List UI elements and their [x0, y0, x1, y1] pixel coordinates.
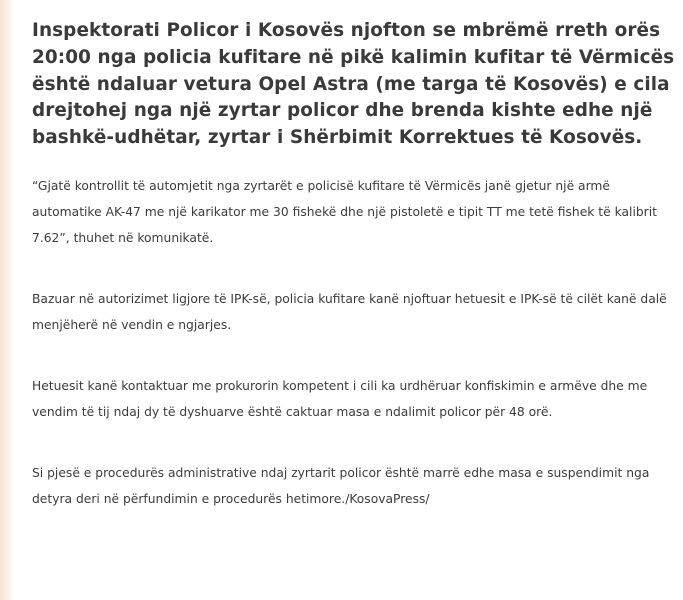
article-paragraph-ipk: Bazuar në autorizimet ligjore të IPK-së, policia kufitare kanë njoftuar hetuesit e IPK-së të cilët kanë dalë menjëherë në vendin e ngjarjes. [32, 291, 667, 332]
left-edge-decoration [0, 0, 14, 600]
article-paragraph-prosecutor: Hetuesit kanë kontaktuar me prokurorin kompetent i cili ka urdhëruar konfiskimin e armëve dhe me vendim të tij ndaj dy të dyshuarve është caktuar masa e ndalimit policor për 48 orë. [32, 378, 648, 419]
article-paragraph-suspension: Si pjesë e procedurës administrative ndaj zyrtarit policor është marrë edhe masa e suspendimit nga detyra deri në përfundimin e procedurës hetimore./KosovaPress/ [32, 465, 650, 506]
article-paragraph-quote: “Gjatë kontrollit të automjetit nga zyrtarët e policisë kufitare të Vërmicës janë gjetur një armë automatike AK-47 me një karikator me 30 fishekë dhe një pistoletë e tipit TT me tetë fishek të kalibrit 7.62”, thuhet në komunikatë. [32, 178, 657, 245]
article-body [32, 18, 682, 512]
article-lead: Inspektorati Policor i Kosovës njofton se mbrëmë rreth orës 20:00 nga policia kufitare në pikë kalimin kufitar të Vërmicës është ndaluar vetura Opel Astra (me targa të Kosovës) e cila drejtohej nga një zyrtar policor dhe brenda kishte edhe një bashkë-udhëtar, zyrtar i Shërbimit Korrektues të Kosovës. [32, 20, 675, 149]
